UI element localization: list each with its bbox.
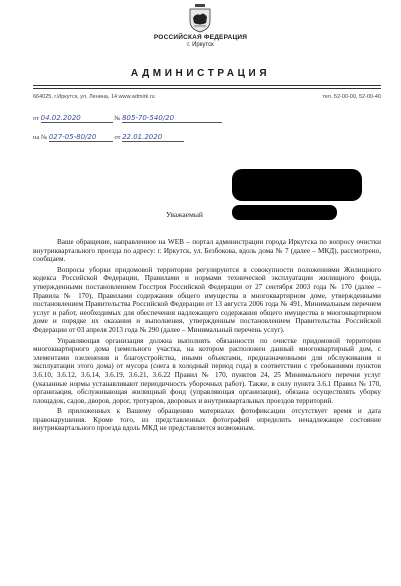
header-divider	[33, 88, 381, 89]
irkutsk-coat-of-arms-icon	[189, 3, 211, 33]
ref-from-prefix: от	[114, 134, 121, 141]
letter-body	[33, 238, 381, 435]
reference-date: 22.01.2020	[122, 133, 184, 142]
outgoing-registration-line	[33, 114, 222, 123]
administration-title: АДМИНИСТРАЦИЯ	[130, 68, 271, 79]
city-name: г. Иркутск	[187, 42, 214, 48]
body-paragraph: Ваше обращение, направленное на WEB – портал администрации города Иркутска по вопросу очистки внутриквартального проезда по адресу: г. Иркутск, ул. Безбокова, вдоль дома № 7 (далее – МКД), рассмотрено, сообщаем.	[33, 238, 381, 264]
country-name: РОССИЙСКАЯ ФЕДЕРАЦИЯ	[153, 34, 248, 41]
date-prefix: от	[33, 115, 40, 122]
incoming-reference-line	[33, 133, 184, 142]
number-prefix: №	[114, 115, 121, 122]
address-text: 664025, г.Иркутск, ул. Ленина, 14 www.admirk.ru	[33, 94, 155, 100]
outgoing-date: 04.02.2020	[41, 114, 113, 123]
phone-text: тел. 52-00-00, 52-00-40	[322, 94, 381, 100]
body-paragraph: В приложенных к Вашему обращению материалах фотофиксации отсутствует время и дата правонарушения. Кроме того, из представленных фотографий определить ненадлежащее состояние внутриквартального проезда вдоль МКД не представляется возможным.	[33, 407, 381, 433]
reference-number: 027-05-80/20	[49, 133, 113, 142]
body-paragraph: Управляющая организация должна выполнять обязанности по очистке придомовой территории многоквартирного дома (земельного участка, на котором расположен данный многоквартирный дом, с элементами озеленения и благоустройства, иными объектами, предназначенными для обслуживания и эксплуатации этого дома) от мусора (снега в холодный период года) в соответствии с требованиями пунктов 3.6.10, 3.6.12, 3.6.14, 3.6.19, 3.6.21, 3.6.22 Правил № 170, пунктов 24, 25 Минимального перечня услуг (указанные нормы устанавливают периодичность уборочных работ). Также, в силу пункта 3.6.1 Правил № 170, организация, обслуживающая жилищный фонд (управляющая организация), обязана осуществлять уборку площадок, садов, дворов, дорог, тротуаров, дворовых и внутриквартальных проездов территорий.	[33, 336, 381, 405]
greeting: Уважаемый	[166, 210, 203, 219]
ref-prefix: на №	[33, 134, 48, 141]
redacted-recipient-block	[232, 169, 362, 201]
redacted-recipient-name	[232, 205, 337, 220]
header-divider	[33, 85, 381, 86]
outgoing-number: 805-70-540/20	[122, 114, 222, 123]
body-paragraph: Вопросы уборки придомовой территории регулируются в совокупности положениями Жилищного кодекса Российской Федерации, Правилами и нормами технической эксплуатации жилищного фонда, утвержденными постановлением Госстроя Российской Федерации от 27 сентября 2003 года № 170 (далее – Правила № 170), Правилами содержания общего имущества в многоквартирном доме, утвержденными постановлением Правительства Российской Федерации от 13 августа 2006 года № 491, Минимальным перечнем услуг и работ, необходимых для обеспечения надлежащего содержания общего имущества в многоквартирном доме и порядке их оказания и выполнения, утвержденным постановлением Правительства Российской Федерации от 03 апреля 2013 года № 290 (далее – Минимальный перечень услуг).	[33, 265, 381, 334]
